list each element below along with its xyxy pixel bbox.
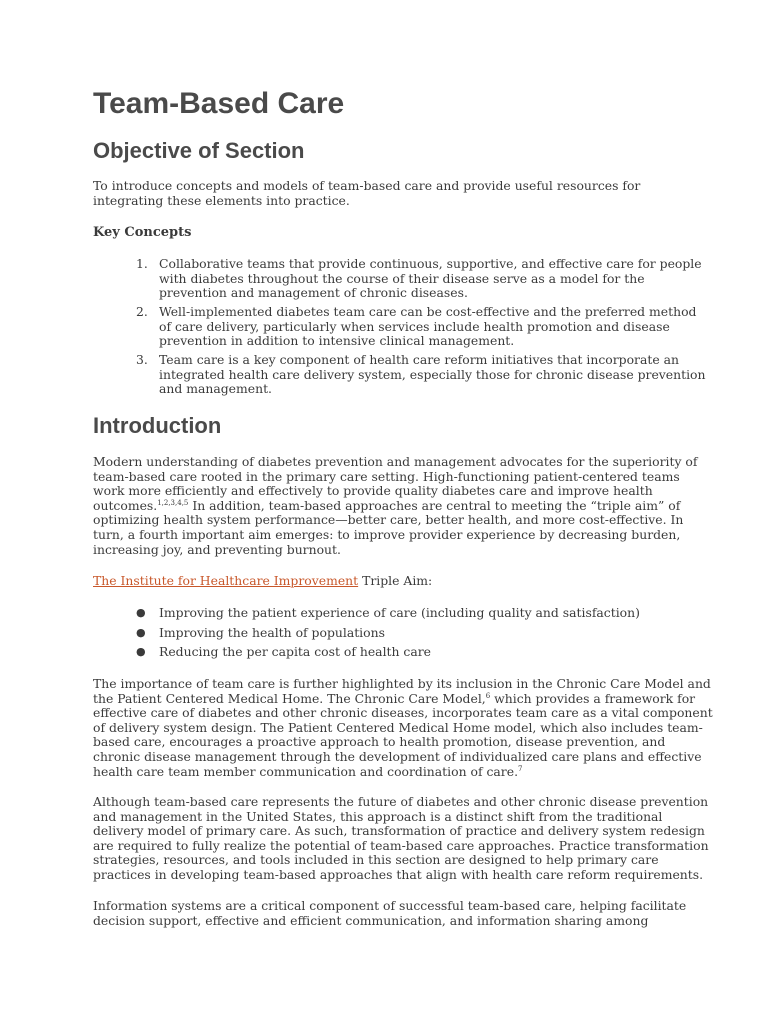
text-line: of care delivery, particularly when services include health promotion and disease xyxy=(159,318,670,334)
reference-superscript: 6 xyxy=(485,691,491,700)
text-line: delivery model of primary care. As such, transformation of practice and delivery system redesign xyxy=(93,823,705,839)
bullet-icon: ● xyxy=(136,606,146,619)
text-line: decision support, effective and efficient communication, and information sharing among xyxy=(93,912,649,928)
key-concept-text xyxy=(159,352,706,397)
text-run: outcomes. xyxy=(93,497,158,513)
text-line xyxy=(93,497,681,514)
list-number: 2. xyxy=(136,304,148,319)
page-title: Team-Based Care xyxy=(93,87,345,120)
list-number: 3. xyxy=(136,352,148,367)
text-line: Modern understanding of diabetes prevention and management advocates for the superiority of xyxy=(93,454,698,469)
text-line: integrated health care delivery system, especially those for chronic disease prevention xyxy=(159,366,706,382)
text-run: the Patient Centered Medical Home. The Chronic Care Model, xyxy=(93,690,486,706)
intro-paragraph-1 xyxy=(93,454,698,557)
reference-superscript: 7 xyxy=(518,764,523,773)
list-item-text: Improving the patient experience of care (including quality and satisfaction) xyxy=(159,605,640,620)
text-line: increasing joy, and preventing burnout. xyxy=(93,541,341,557)
text-line: Collaborative teams that provide continuous, supportive, and effective care for people xyxy=(159,256,702,271)
text-line: Information systems are a critical component of successful team-based care, helping facilitate xyxy=(93,898,687,913)
text-line: effective care of diabetes and other chronic diseases, incorporates team care as a vital component xyxy=(93,705,713,721)
objective-heading: Objective of Section xyxy=(93,138,305,163)
list-item xyxy=(93,644,675,660)
key-concepts-heading: Key Concepts xyxy=(93,225,192,240)
text-line: prevention in addition to intensive clinical management. xyxy=(159,333,515,349)
text-line: The importance of team care is further highlighted by its inclusion in the Chronic Care Model and xyxy=(93,676,711,691)
objective-paragraph xyxy=(93,179,675,208)
key-concept-text xyxy=(159,304,697,349)
text-line: prevention and management of chronic diseases. xyxy=(159,285,468,301)
list-item-text: Reducing the per capita cost of health care xyxy=(159,644,432,659)
text-line xyxy=(93,690,696,707)
bullet-icon: ● xyxy=(136,645,146,658)
text-line: optimizing health system performance—better care, better health, and more cost-effective. In xyxy=(93,512,684,528)
text-line: of delivery system design. The Patient Centered Medical Home model, which also includes team- xyxy=(93,719,703,735)
ihi-link[interactable]: The Institute for Healthcare Improvement xyxy=(93,573,359,588)
text-line: practices in developing team-based approaches that align with health care reform requirements. xyxy=(93,866,704,882)
text-run: health care team member communication and coordination of care. xyxy=(93,763,519,779)
list-item-text: Improving the health of populations xyxy=(159,625,385,640)
text-line: work more efficiently and effectively to provide quality diabetes care and improve health xyxy=(93,483,653,499)
text-line: Team care is a key component of health care reform initiatives that incorporate an xyxy=(159,352,679,367)
intro-paragraph-4 xyxy=(93,898,687,928)
text-line: Well-implemented diabetes team care can be cost-effective and the preferred method xyxy=(159,304,697,319)
bullet-icon: ● xyxy=(136,626,146,639)
text-line: Although team-based care represents the future of diabetes and other chronic disease prevention xyxy=(93,794,709,809)
text-line: team-based care rooted in the primary care setting. High-functioning patient-centered teams xyxy=(93,468,680,484)
objective-line: To introduce concepts and models of team-based care and provide useful resources for xyxy=(93,178,641,193)
text-run: Triple Aim: xyxy=(358,573,433,588)
list-number: 1. xyxy=(136,256,148,271)
text-run: which provides a framework for xyxy=(490,690,696,706)
text-line: based care, encourages a proactive approach to health promotion, disease prevention, and xyxy=(93,734,666,750)
list-item xyxy=(93,605,675,621)
text-run: In addition, team-based approaches are central to meeting the “triple aim” of xyxy=(188,497,681,513)
text-line: with diabetes throughout the course of their disease serve as a model for the xyxy=(159,270,645,286)
text-line: turn, a fourth important aim emerges: to improve provider experience by decreasing burden, xyxy=(93,526,681,542)
text-line xyxy=(93,765,675,780)
intro-paragraph-3 xyxy=(93,794,709,883)
text-line xyxy=(93,574,675,589)
introduction-heading: Introduction xyxy=(93,413,222,438)
text-line: and management in the United States, this approach is a distinct shift from the traditional xyxy=(93,808,663,824)
intro-paragraph-2 xyxy=(93,676,713,779)
key-concept-text xyxy=(159,256,702,301)
text-line: are required to fully realize the potential of team-based care approaches. Practice transformation xyxy=(93,837,709,853)
text-line: strategies, resources, and tools included in this section are designed to help primary care xyxy=(93,852,659,868)
reference-superscript: 1,2,3,4,5 xyxy=(157,498,189,507)
objective-line: integrating these elements into practice. xyxy=(93,192,350,208)
list-item xyxy=(93,625,675,641)
text-line: chronic disease management through the development of individualized care plans and effective xyxy=(93,748,702,764)
text-line: and management. xyxy=(159,381,272,397)
triple-aim-intro xyxy=(93,574,675,589)
